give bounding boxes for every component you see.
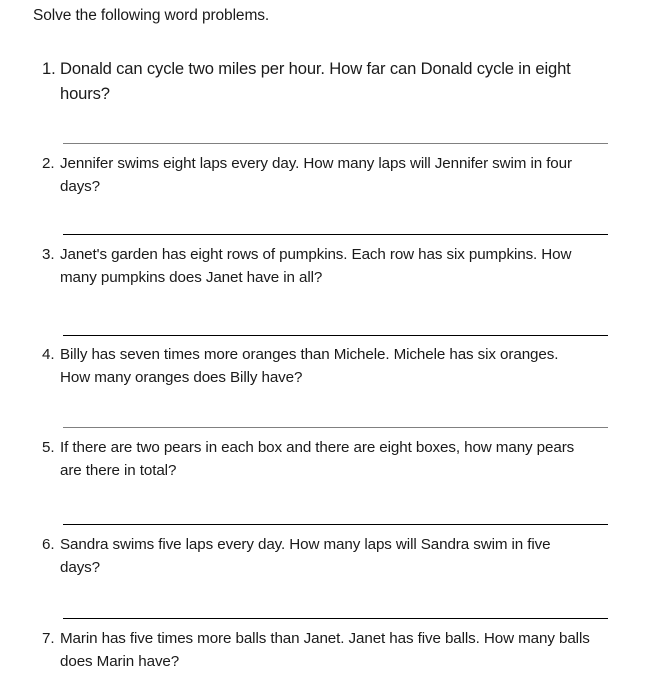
problem-item-3 [33,243,633,289]
problem-text-3: Janet's garden has eight rows of pumpkins. Each row has six pumpkins. How many pumpkins does Janet have in all? [60,246,572,286]
problem-text-4: Billy has seven times more oranges than Michele. Michele has six oranges. How many oranges does Billy have? [60,346,559,386]
problem-separator-3 [63,335,608,336]
problem-number-6: 6. [42,536,55,553]
problem-number-7: 7. [42,630,55,647]
problem-separator-1 [63,143,608,144]
problem-text-1: Donald can cycle two miles per hour. How far can Donald cycle in eight hours? [60,59,571,103]
problem-separator-5 [63,524,608,525]
problem-text-7: Marin has five times more balls than Janet. Janet has five balls. How many balls does Marin have? [60,630,590,670]
problem-separator-6 [63,618,608,619]
problem-number-1: 1. [42,59,56,78]
problem-item-4 [33,343,633,389]
problem-item-5 [33,436,633,482]
problem-item-2 [33,152,633,198]
problem-separator-4 [63,427,608,428]
problem-text-5: If there are two pears in each box and there are eight boxes, how many pears are there in total? [60,439,575,479]
problem-number-3: 3. [42,246,55,263]
problem-number-4: 4. [42,346,55,363]
problem-number-5: 5. [42,439,55,456]
problem-item-1 [33,56,633,106]
problem-text-2: Jennifer swims eight laps every day. How many laps will Jennifer swim in four days? [60,155,572,195]
worksheet-instructions: Solve the following word problems. [33,7,270,24]
problem-number-2: 2. [42,155,55,172]
problem-item-6 [33,533,633,579]
problem-separator-2 [63,234,608,235]
problem-item-7 [33,627,633,673]
problem-text-6: Sandra swims five laps every day. How many laps will Sandra swim in five days? [60,536,551,576]
